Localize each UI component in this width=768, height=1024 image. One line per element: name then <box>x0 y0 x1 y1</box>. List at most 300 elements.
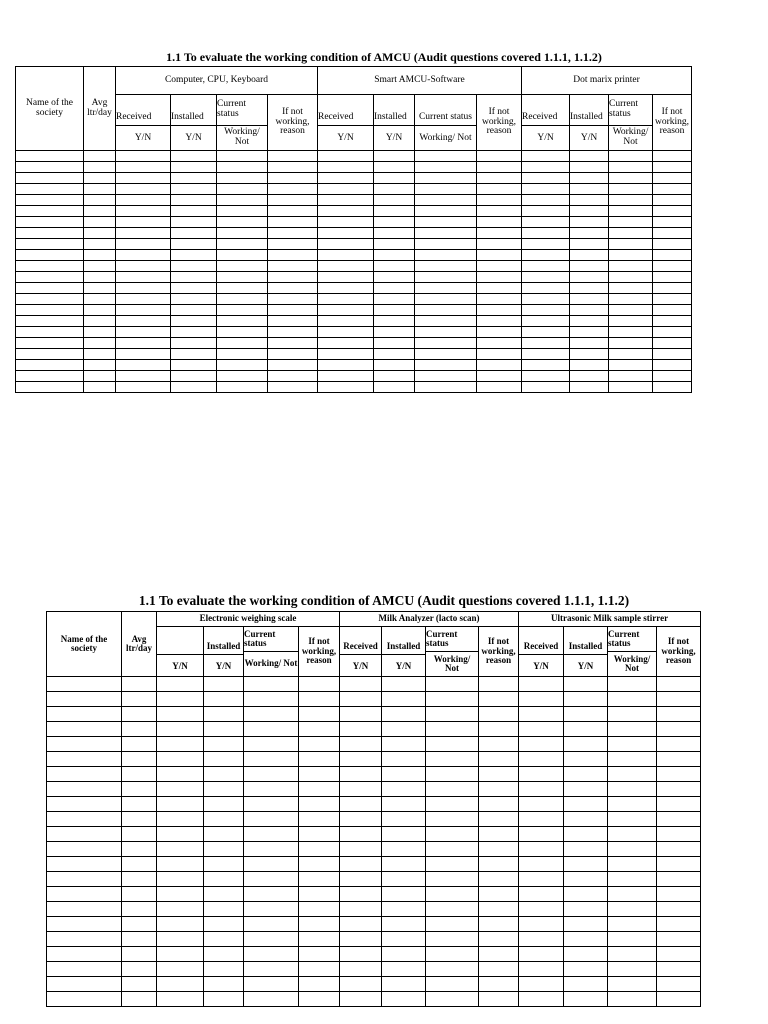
table-cell[interactable] <box>653 294 692 305</box>
table-cell[interactable] <box>608 977 657 992</box>
table-cell[interactable] <box>204 917 244 932</box>
table-cell[interactable] <box>268 305 318 316</box>
table-cell[interactable] <box>116 371 171 382</box>
table-cell[interactable] <box>116 327 171 338</box>
table-cell[interactable] <box>570 228 609 239</box>
table-cell[interactable] <box>340 962 382 977</box>
table-cell[interactable] <box>299 842 340 857</box>
table-cell[interactable] <box>157 692 204 707</box>
table-cell[interactable] <box>122 812 157 827</box>
table-cell[interactable] <box>519 827 564 842</box>
table-cell[interactable] <box>217 228 268 239</box>
table-cell[interactable] <box>477 327 522 338</box>
table-cell[interactable] <box>299 677 340 692</box>
table-cell[interactable] <box>653 272 692 283</box>
table-cell[interactable] <box>244 752 299 767</box>
table-cell[interactable] <box>477 294 522 305</box>
table-cell[interactable] <box>608 992 657 1007</box>
table-cell[interactable] <box>657 812 701 827</box>
table-cell[interactable] <box>122 692 157 707</box>
table-cell[interactable] <box>570 151 609 162</box>
table-cell[interactable] <box>268 217 318 228</box>
table-cell[interactable] <box>116 228 171 239</box>
table-cell[interactable] <box>564 842 608 857</box>
table-cell[interactable] <box>415 261 477 272</box>
table-cell[interactable] <box>217 272 268 283</box>
table-cell[interactable] <box>415 283 477 294</box>
table-cell[interactable] <box>477 239 522 250</box>
table-cell[interactable] <box>479 782 519 797</box>
table-cell[interactable] <box>479 932 519 947</box>
table-cell[interactable] <box>171 382 217 393</box>
table-cell[interactable] <box>609 162 653 173</box>
table-cell[interactable] <box>16 173 84 184</box>
table-cell[interactable] <box>318 261 374 272</box>
table-cell[interactable] <box>657 827 701 842</box>
table-cell[interactable] <box>608 767 657 782</box>
table-cell[interactable] <box>479 992 519 1007</box>
table-cell[interactable] <box>244 707 299 722</box>
table-cell[interactable] <box>268 173 318 184</box>
table-cell[interactable] <box>657 917 701 932</box>
table-cell[interactable] <box>415 250 477 261</box>
table-cell[interactable] <box>653 151 692 162</box>
table-cell[interactable] <box>564 872 608 887</box>
table-cell[interactable] <box>171 371 217 382</box>
table-cell[interactable] <box>171 217 217 228</box>
table-cell[interactable] <box>47 932 122 947</box>
table-cell[interactable] <box>477 162 522 173</box>
table-cell[interactable] <box>318 294 374 305</box>
table-cell[interactable] <box>268 349 318 360</box>
table-cell[interactable] <box>609 217 653 228</box>
table-cell[interactable] <box>157 677 204 692</box>
table-cell[interactable] <box>84 173 116 184</box>
table-cell[interactable] <box>171 360 217 371</box>
table-cell[interactable] <box>244 917 299 932</box>
table-cell[interactable] <box>157 767 204 782</box>
table-cell[interactable] <box>653 371 692 382</box>
table-cell[interactable] <box>608 902 657 917</box>
table-cell[interactable] <box>426 902 479 917</box>
table-cell[interactable] <box>609 173 653 184</box>
table-cell[interactable] <box>479 677 519 692</box>
table-cell[interactable] <box>157 887 204 902</box>
table-cell[interactable] <box>204 842 244 857</box>
table-cell[interactable] <box>374 228 415 239</box>
table-cell[interactable] <box>217 195 268 206</box>
table-cell[interactable] <box>116 316 171 327</box>
table-cell[interactable] <box>374 151 415 162</box>
table-cell[interactable] <box>657 902 701 917</box>
table-cell[interactable] <box>564 812 608 827</box>
table-cell[interactable] <box>570 316 609 327</box>
table-cell[interactable] <box>657 932 701 947</box>
table-cell[interactable] <box>84 261 116 272</box>
table-cell[interactable] <box>522 206 570 217</box>
table-cell[interactable] <box>426 722 479 737</box>
table-cell[interactable] <box>268 206 318 217</box>
table-cell[interactable] <box>479 752 519 767</box>
table-cell[interactable] <box>47 812 122 827</box>
table-cell[interactable] <box>122 887 157 902</box>
table-cell[interactable] <box>157 977 204 992</box>
table-cell[interactable] <box>299 992 340 1007</box>
table-cell[interactable] <box>84 217 116 228</box>
table-cell[interactable] <box>479 692 519 707</box>
table-cell[interactable] <box>479 887 519 902</box>
table-cell[interactable] <box>122 767 157 782</box>
table-cell[interactable] <box>122 707 157 722</box>
table-cell[interactable] <box>657 962 701 977</box>
table-cell[interactable] <box>171 327 217 338</box>
table-cell[interactable] <box>609 228 653 239</box>
table-cell[interactable] <box>16 206 84 217</box>
table-cell[interactable] <box>426 767 479 782</box>
table-cell[interactable] <box>374 349 415 360</box>
table-cell[interactable] <box>122 932 157 947</box>
table-cell[interactable] <box>608 872 657 887</box>
table-cell[interactable] <box>122 842 157 857</box>
table-cell[interactable] <box>299 962 340 977</box>
table-cell[interactable] <box>340 977 382 992</box>
table-cell[interactable] <box>415 371 477 382</box>
table-cell[interactable] <box>204 857 244 872</box>
table-cell[interactable] <box>415 382 477 393</box>
table-cell[interactable] <box>415 349 477 360</box>
table-cell[interactable] <box>47 797 122 812</box>
table-cell[interactable] <box>299 947 340 962</box>
table-cell[interactable] <box>519 962 564 977</box>
table-cell[interactable] <box>570 250 609 261</box>
table-cell[interactable] <box>477 250 522 261</box>
table-cell[interactable] <box>426 797 479 812</box>
table-cell[interactable] <box>522 250 570 261</box>
table-cell[interactable] <box>157 872 204 887</box>
table-cell[interactable] <box>318 360 374 371</box>
table-cell[interactable] <box>479 797 519 812</box>
table-cell[interactable] <box>84 338 116 349</box>
table-cell[interactable] <box>171 184 217 195</box>
table-cell[interactable] <box>653 316 692 327</box>
table-cell[interactable] <box>217 250 268 261</box>
table-cell[interactable] <box>479 842 519 857</box>
table-cell[interactable] <box>217 283 268 294</box>
table-cell[interactable] <box>609 305 653 316</box>
table-cell[interactable] <box>570 162 609 173</box>
table-cell[interactable] <box>570 261 609 272</box>
table-cell[interactable] <box>608 842 657 857</box>
table-cell[interactable] <box>382 857 426 872</box>
table-cell[interactable] <box>374 338 415 349</box>
table-cell[interactable] <box>268 195 318 206</box>
table-cell[interactable] <box>519 812 564 827</box>
table-cell[interactable] <box>47 707 122 722</box>
table-cell[interactable] <box>564 992 608 1007</box>
table-cell[interactable] <box>477 382 522 393</box>
table-cell[interactable] <box>217 305 268 316</box>
table-cell[interactable] <box>382 932 426 947</box>
table-cell[interactable] <box>570 382 609 393</box>
table-cell[interactable] <box>426 737 479 752</box>
table-cell[interactable] <box>47 977 122 992</box>
table-cell[interactable] <box>426 677 479 692</box>
table-cell[interactable] <box>47 737 122 752</box>
table-cell[interactable] <box>519 917 564 932</box>
table-cell[interactable] <box>16 294 84 305</box>
table-cell[interactable] <box>16 184 84 195</box>
table-cell[interactable] <box>374 283 415 294</box>
table-cell[interactable] <box>415 327 477 338</box>
table-cell[interactable] <box>608 932 657 947</box>
table-cell[interactable] <box>477 283 522 294</box>
table-cell[interactable] <box>609 151 653 162</box>
table-cell[interactable] <box>382 902 426 917</box>
table-cell[interactable] <box>299 887 340 902</box>
table-cell[interactable] <box>204 692 244 707</box>
table-cell[interactable] <box>268 371 318 382</box>
table-cell[interactable] <box>609 338 653 349</box>
table-cell[interactable] <box>244 962 299 977</box>
table-cell[interactable] <box>16 195 84 206</box>
table-cell[interactable] <box>16 261 84 272</box>
table-cell[interactable] <box>16 371 84 382</box>
table-cell[interactable] <box>244 827 299 842</box>
table-cell[interactable] <box>657 782 701 797</box>
table-cell[interactable] <box>570 184 609 195</box>
table-cell[interactable] <box>268 338 318 349</box>
table-cell[interactable] <box>382 962 426 977</box>
table-cell[interactable] <box>426 752 479 767</box>
table-cell[interactable] <box>47 752 122 767</box>
table-cell[interactable] <box>84 371 116 382</box>
table-cell[interactable] <box>268 382 318 393</box>
table-cell[interactable] <box>522 371 570 382</box>
table-cell[interactable] <box>570 294 609 305</box>
table-cell[interactable] <box>217 151 268 162</box>
table-cell[interactable] <box>318 195 374 206</box>
table-cell[interactable] <box>653 305 692 316</box>
table-cell[interactable] <box>122 722 157 737</box>
table-cell[interactable] <box>564 962 608 977</box>
table-cell[interactable] <box>116 195 171 206</box>
table-cell[interactable] <box>244 737 299 752</box>
table-cell[interactable] <box>479 767 519 782</box>
table-cell[interactable] <box>157 947 204 962</box>
table-cell[interactable] <box>244 902 299 917</box>
table-cell[interactable] <box>522 228 570 239</box>
table-cell[interactable] <box>84 283 116 294</box>
table-cell[interactable] <box>340 917 382 932</box>
table-cell[interactable] <box>653 327 692 338</box>
table-cell[interactable] <box>84 294 116 305</box>
table-cell[interactable] <box>84 250 116 261</box>
table-cell[interactable] <box>477 184 522 195</box>
table-cell[interactable] <box>318 228 374 239</box>
table-cell[interactable] <box>16 250 84 261</box>
table-cell[interactable] <box>415 173 477 184</box>
table-cell[interactable] <box>84 206 116 217</box>
table-cell[interactable] <box>217 206 268 217</box>
table-cell[interactable] <box>426 932 479 947</box>
table-cell[interactable] <box>477 316 522 327</box>
table-cell[interactable] <box>608 677 657 692</box>
table-cell[interactable] <box>374 371 415 382</box>
table-cell[interactable] <box>116 151 171 162</box>
table-cell[interactable] <box>171 305 217 316</box>
table-cell[interactable] <box>382 722 426 737</box>
table-cell[interactable] <box>374 360 415 371</box>
table-cell[interactable] <box>268 250 318 261</box>
table-cell[interactable] <box>653 173 692 184</box>
table-cell[interactable] <box>116 305 171 316</box>
table-cell[interactable] <box>415 217 477 228</box>
table-cell[interactable] <box>204 677 244 692</box>
table-cell[interactable] <box>522 162 570 173</box>
table-cell[interactable] <box>426 917 479 932</box>
table-cell[interactable] <box>171 316 217 327</box>
table-cell[interactable] <box>519 692 564 707</box>
table-cell[interactable] <box>477 173 522 184</box>
table-cell[interactable] <box>608 857 657 872</box>
table-cell[interactable] <box>522 327 570 338</box>
table-cell[interactable] <box>519 707 564 722</box>
table-cell[interactable] <box>157 917 204 932</box>
table-cell[interactable] <box>608 887 657 902</box>
table-cell[interactable] <box>171 195 217 206</box>
table-cell[interactable] <box>477 261 522 272</box>
table-cell[interactable] <box>477 272 522 283</box>
table-cell[interactable] <box>609 250 653 261</box>
table-cell[interactable] <box>374 272 415 283</box>
table-cell[interactable] <box>657 947 701 962</box>
table-cell[interactable] <box>477 195 522 206</box>
table-cell[interactable] <box>204 707 244 722</box>
table-cell[interactable] <box>116 283 171 294</box>
table-cell[interactable] <box>570 195 609 206</box>
table-cell[interactable] <box>244 677 299 692</box>
table-cell[interactable] <box>244 977 299 992</box>
table-cell[interactable] <box>609 327 653 338</box>
table-cell[interactable] <box>570 327 609 338</box>
table-cell[interactable] <box>244 872 299 887</box>
table-cell[interactable] <box>426 947 479 962</box>
table-cell[interactable] <box>116 261 171 272</box>
table-cell[interactable] <box>519 902 564 917</box>
table-cell[interactable] <box>217 316 268 327</box>
table-cell[interactable] <box>657 887 701 902</box>
table-cell[interactable] <box>657 842 701 857</box>
table-cell[interactable] <box>570 272 609 283</box>
table-cell[interactable] <box>244 932 299 947</box>
table-cell[interactable] <box>570 173 609 184</box>
table-cell[interactable] <box>340 737 382 752</box>
table-cell[interactable] <box>564 887 608 902</box>
table-cell[interactable] <box>609 239 653 250</box>
table-cell[interactable] <box>657 797 701 812</box>
table-cell[interactable] <box>318 151 374 162</box>
table-cell[interactable] <box>47 842 122 857</box>
table-cell[interactable] <box>244 797 299 812</box>
table-cell[interactable] <box>564 977 608 992</box>
table-cell[interactable] <box>116 349 171 360</box>
table-cell[interactable] <box>522 239 570 250</box>
table-cell[interactable] <box>116 206 171 217</box>
table-cell[interactable] <box>477 217 522 228</box>
table-cell[interactable] <box>84 162 116 173</box>
table-cell[interactable] <box>522 261 570 272</box>
table-cell[interactable] <box>268 283 318 294</box>
table-cell[interactable] <box>217 349 268 360</box>
table-cell[interactable] <box>268 327 318 338</box>
table-cell[interactable] <box>244 692 299 707</box>
table-cell[interactable] <box>84 195 116 206</box>
table-cell[interactable] <box>479 737 519 752</box>
table-cell[interactable] <box>657 872 701 887</box>
table-cell[interactable] <box>299 827 340 842</box>
table-cell[interactable] <box>217 217 268 228</box>
table-cell[interactable] <box>122 917 157 932</box>
table-cell[interactable] <box>157 737 204 752</box>
table-cell[interactable] <box>16 316 84 327</box>
table-cell[interactable] <box>47 827 122 842</box>
table-cell[interactable] <box>479 902 519 917</box>
table-cell[interactable] <box>204 947 244 962</box>
table-cell[interactable] <box>84 151 116 162</box>
table-cell[interactable] <box>415 151 477 162</box>
table-cell[interactable] <box>268 360 318 371</box>
table-cell[interactable] <box>157 932 204 947</box>
table-cell[interactable] <box>268 239 318 250</box>
table-cell[interactable] <box>157 797 204 812</box>
table-cell[interactable] <box>318 349 374 360</box>
table-cell[interactable] <box>268 261 318 272</box>
table-cell[interactable] <box>116 250 171 261</box>
table-cell[interactable] <box>122 752 157 767</box>
table-cell[interactable] <box>47 767 122 782</box>
table-cell[interactable] <box>84 272 116 283</box>
table-cell[interactable] <box>653 162 692 173</box>
table-cell[interactable] <box>382 947 426 962</box>
table-cell[interactable] <box>415 162 477 173</box>
table-cell[interactable] <box>522 217 570 228</box>
table-cell[interactable] <box>564 797 608 812</box>
table-cell[interactable] <box>564 947 608 962</box>
table-cell[interactable] <box>564 902 608 917</box>
table-cell[interactable] <box>157 902 204 917</box>
table-cell[interactable] <box>374 206 415 217</box>
table-cell[interactable] <box>171 162 217 173</box>
table-cell[interactable] <box>340 767 382 782</box>
table-cell[interactable] <box>16 228 84 239</box>
table-cell[interactable] <box>157 842 204 857</box>
table-cell[interactable] <box>519 857 564 872</box>
table-cell[interactable] <box>116 173 171 184</box>
table-cell[interactable] <box>653 239 692 250</box>
table-cell[interactable] <box>16 349 84 360</box>
table-cell[interactable] <box>204 782 244 797</box>
table-cell[interactable] <box>268 228 318 239</box>
table-cell[interactable] <box>519 737 564 752</box>
table-cell[interactable] <box>426 962 479 977</box>
table-cell[interactable] <box>299 812 340 827</box>
table-cell[interactable] <box>653 184 692 195</box>
table-cell[interactable] <box>382 827 426 842</box>
table-cell[interactable] <box>382 707 426 722</box>
table-cell[interactable] <box>479 707 519 722</box>
table-cell[interactable] <box>657 707 701 722</box>
table-cell[interactable] <box>653 195 692 206</box>
